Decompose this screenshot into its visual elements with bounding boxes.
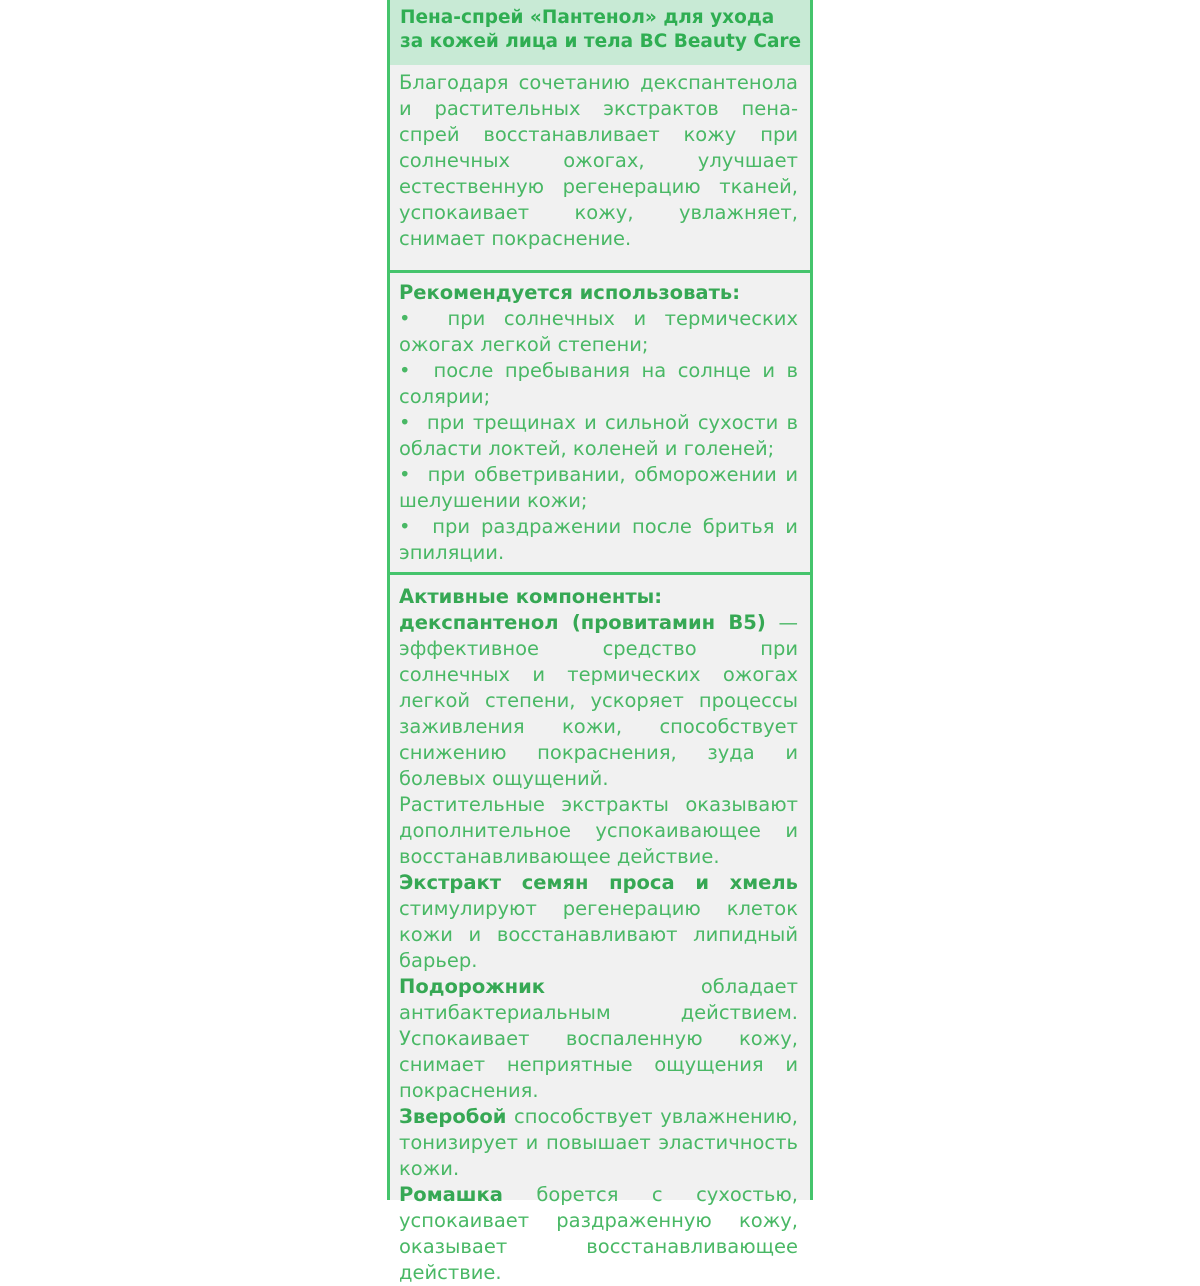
recommended-section	[390, 280, 810, 566]
dexpanthenol-name: декспантенол (провитамин B5)	[399, 611, 766, 634]
dexpanthenol-paragraph	[390, 610, 810, 792]
hypericum-paragraph	[390, 1104, 810, 1182]
divider	[390, 572, 810, 575]
divider	[390, 270, 810, 273]
plantain-paragraph	[390, 974, 810, 1104]
chamomile-paragraph	[390, 1182, 810, 1286]
plantain-text: обладает антибактериальным действием. Успокаивает воспаленную кожу, снимает неприятные ощущения и покраснения.	[399, 975, 798, 1102]
millet-text: стимулируют регенерацию клеток кожи и восстанавливают липидный барьер.	[399, 897, 798, 972]
product-title	[390, 0, 810, 65]
recommended-item: • при солнечных и термических ожогах легкой степени;	[390, 306, 810, 358]
chamomile-name: Ромашка	[399, 1183, 503, 1206]
product-label-panel	[387, 0, 813, 1284]
recommended-item: • после пребывания на солнце и в солярии;	[390, 358, 810, 410]
recommended-heading: Рекомендуется использовать:	[399, 281, 741, 304]
plantain-name: Подорожник	[399, 975, 545, 998]
product-title-line-1: Пена-спрей «Пантенол» для ухода	[400, 7, 775, 28]
dexpanthenol-text: — эффективное средство при солнечных и термических ожогах легкой степени, ускоряет процессы заживления кожи, способствует снижению покраснения, зуда и болевых ощущений.	[399, 611, 798, 790]
plant-extracts-paragraph: Растительные экстракты оказывают дополнительное успокаивающее и восстанавливающее действие.	[399, 793, 798, 868]
chamomile-text: борется с сухостью, успокаивает раздраженную кожу, оказывает восстанавливающее действие.	[399, 1183, 798, 1284]
millet-name: Экстракт семян проса и хмель	[399, 871, 798, 894]
recommended-item: • при трещинах и сильной сухости в области локтей, коленей и голеней;	[390, 410, 810, 462]
active-heading: Активные компоненты:	[399, 585, 663, 608]
recommended-item: • при обветривании, обморожении и шелушении кожи;	[390, 462, 810, 514]
active-components-section	[390, 584, 810, 1286]
hypericum-name: Зверобой	[399, 1105, 507, 1128]
millet-paragraph	[390, 870, 810, 974]
hypericum-text: способствует увлажнению, тонизирует и повышает эластичность кожи.	[399, 1105, 798, 1180]
intro-paragraph: Благодаря сочетанию декспантенола и растительных экстрактов пена-спрей восстанавливает кожу при солнечных ожогах, улучшает естественную регенерацию тканей, успокаивает кожу, увлажняет, снимает покраснение.	[399, 71, 798, 250]
product-title-line-2: за кожей лица и тела BC Beauty Care	[400, 31, 802, 52]
recommended-item: • при раздражении после бритья и эпиляции.	[390, 514, 810, 566]
